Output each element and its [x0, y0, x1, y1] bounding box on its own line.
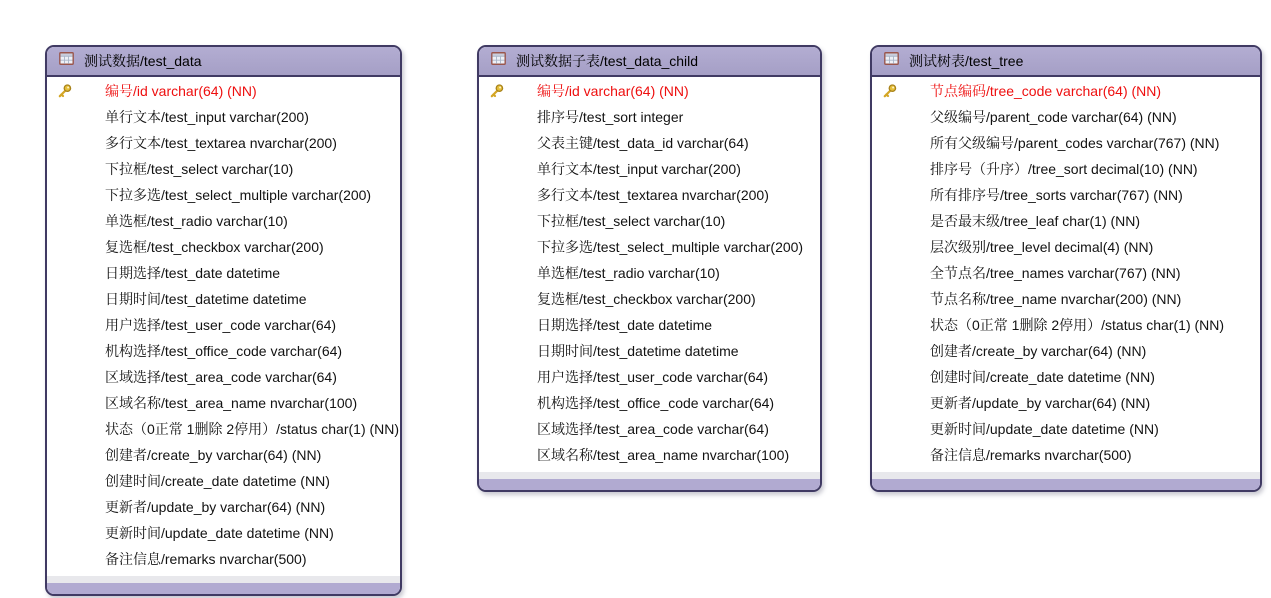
key-icon-slot [872, 135, 930, 152]
field-label: 复选框/test_checkbox varchar(200) [105, 239, 324, 255]
field-label: 编号/id varchar(64) (NN) [537, 83, 689, 99]
field-label: 日期时间/test_datetime datetime [537, 343, 739, 359]
key-icon-slot [47, 161, 105, 178]
table-card-test-data [45, 45, 402, 596]
table-field-row [872, 390, 1260, 416]
field-label: 区域选择/test_area_code varchar(64) [105, 369, 337, 385]
table-field-row [479, 338, 820, 364]
primary-key-icon [488, 83, 505, 100]
table-title: 测试数据子表/test_data_child [516, 53, 699, 69]
table-field-row [872, 78, 1260, 104]
table-field-row [872, 442, 1260, 468]
field-label: 用户选择/test_user_code varchar(64) [105, 317, 337, 333]
field-label: 创建者/create_by varchar(64) (NN) [105, 447, 322, 463]
field-label: 更新时间/update_date datetime (NN) [105, 525, 334, 541]
key-icon-slot [872, 395, 930, 412]
field-label: 复选框/test_checkbox varchar(200) [537, 291, 756, 307]
field-label: 排序号（升序）/tree_sort decimal(10) (NN) [930, 161, 1198, 177]
table-field-row [47, 182, 400, 208]
table-field-row [47, 442, 400, 468]
field-label: 更新者/update_by varchar(64) (NN) [930, 395, 1151, 411]
field-list [47, 77, 400, 572]
table-field-row [872, 312, 1260, 338]
key-icon-slot [47, 551, 105, 568]
table-field-row [479, 234, 820, 260]
field-label: 父表主键/test_data_id varchar(64) [537, 135, 749, 151]
key-icon-slot [47, 109, 105, 126]
table-field-row [479, 286, 820, 312]
table-field-row [479, 312, 820, 338]
field-label: 备注信息/remarks nvarchar(500) [105, 551, 307, 567]
field-label: 创建时间/create_date datetime (NN) [930, 369, 1155, 385]
field-label: 节点编码/tree_code varchar(64) (NN) [930, 83, 1162, 99]
table-field-row [47, 468, 400, 494]
key-icon-slot [479, 447, 537, 464]
field-label: 更新者/update_by varchar(64) (NN) [105, 499, 326, 515]
table-header [479, 47, 820, 77]
table-field-row [872, 260, 1260, 286]
field-label: 多行文本/test_textarea nvarchar(200) [537, 187, 769, 203]
table-field-row [47, 416, 400, 442]
footer-strip [872, 472, 1260, 479]
table-field-row [479, 260, 820, 286]
field-label: 父级编号/parent_code varchar(64) (NN) [930, 109, 1177, 125]
key-icon-slot [479, 421, 537, 438]
key-icon-slot [47, 473, 105, 490]
table-field-row [479, 130, 820, 156]
footer-strip [47, 576, 400, 583]
key-icon-slot [872, 291, 930, 308]
key-icon-slot [872, 187, 930, 204]
table-field-row [47, 130, 400, 156]
key-icon-slot [479, 135, 537, 152]
field-label: 排序号/test_sort integer [537, 109, 684, 125]
footer-bar [479, 479, 820, 490]
table-icon [491, 52, 506, 70]
field-label: 所有父级编号/parent_codes varchar(767) (NN) [930, 135, 1220, 151]
field-label: 日期时间/test_datetime datetime [105, 291, 307, 307]
key-icon-slot [479, 239, 537, 256]
table-card-test-data-child [477, 45, 822, 492]
field-label: 单选框/test_radio varchar(10) [105, 213, 288, 229]
key-icon-slot [47, 317, 105, 334]
table-field-row [47, 260, 400, 286]
field-label: 下拉框/test_select varchar(10) [537, 213, 726, 229]
key-icon-slot [47, 525, 105, 542]
key-icon-slot [479, 343, 537, 360]
key-icon-slot [47, 369, 105, 386]
key-icon-slot [479, 395, 537, 412]
field-label: 创建者/create_by varchar(64) (NN) [930, 343, 1147, 359]
field-label: 日期选择/test_date datetime [105, 265, 281, 281]
field-label: 区域名称/test_area_name nvarchar(100) [105, 395, 358, 411]
table-field-row [872, 208, 1260, 234]
key-icon-slot [479, 161, 537, 178]
table-field-row [479, 182, 820, 208]
table-field-row [479, 390, 820, 416]
key-icon-slot [479, 187, 537, 204]
footer-bar [47, 583, 400, 594]
field-label: 编号/id varchar(64) (NN) [105, 83, 257, 99]
field-label: 机构选择/test_office_code varchar(64) [105, 343, 343, 359]
key-icon-slot [872, 239, 930, 256]
table-field-row [47, 390, 400, 416]
field-label: 状态（0正常 1删除 2停用）/status char(1) (NN) [105, 421, 400, 437]
key-icon-slot [872, 421, 930, 438]
field-label: 是否最末级/tree_leaf char(1) (NN) [930, 213, 1141, 229]
field-list [479, 77, 820, 468]
table-field-row [872, 130, 1260, 156]
field-label: 多行文本/test_textarea nvarchar(200) [105, 135, 337, 151]
table-title: 测试数据/test_data [84, 53, 202, 69]
field-label: 机构选择/test_office_code varchar(64) [537, 395, 775, 411]
table-field-row [479, 104, 820, 130]
key-icon-slot [47, 447, 105, 464]
table-field-row [47, 494, 400, 520]
table-icon [59, 52, 74, 70]
table-field-row [47, 104, 400, 130]
key-icon-slot [47, 291, 105, 308]
field-label: 下拉多选/test_select_multiple varchar(200) [105, 187, 372, 203]
table-footer [47, 576, 400, 594]
table-field-row [479, 364, 820, 390]
table-field-row [47, 234, 400, 260]
field-label: 单行文本/test_input varchar(200) [105, 109, 309, 125]
key-icon-slot [872, 369, 930, 386]
table-header [47, 47, 400, 77]
footer-strip [479, 472, 820, 479]
key-icon-slot [872, 83, 930, 100]
table-field-row [47, 546, 400, 572]
key-icon-slot [47, 213, 105, 230]
table-field-row [47, 156, 400, 182]
field-label: 区域选择/test_area_code varchar(64) [537, 421, 769, 437]
field-label: 全节点名/tree_names varchar(767) (NN) [930, 265, 1181, 281]
table-field-row [872, 104, 1260, 130]
field-label: 所有排序号/tree_sorts varchar(767) (NN) [930, 187, 1183, 203]
key-icon-slot [872, 447, 930, 464]
table-field-row [479, 78, 820, 104]
table-field-row [47, 520, 400, 546]
table-footer [872, 472, 1260, 490]
table-field-row [47, 364, 400, 390]
key-icon-slot [872, 213, 930, 230]
primary-key-icon [56, 83, 73, 100]
field-label: 下拉多选/test_select_multiple varchar(200) [537, 239, 804, 255]
key-icon-slot [872, 265, 930, 282]
table-field-row [872, 286, 1260, 312]
key-icon-slot [47, 135, 105, 152]
key-icon-slot [47, 395, 105, 412]
table-footer [479, 472, 820, 490]
key-icon-slot [47, 83, 105, 100]
table-field-row [47, 208, 400, 234]
table-card-test-tree [870, 45, 1262, 492]
table-field-row [47, 286, 400, 312]
key-icon-slot [47, 499, 105, 516]
field-label: 备注信息/remarks nvarchar(500) [930, 447, 1132, 463]
field-label: 下拉框/test_select varchar(10) [105, 161, 294, 177]
key-icon-slot [479, 369, 537, 386]
table-field-row [479, 416, 820, 442]
key-icon-slot [479, 213, 537, 230]
table-field-row [479, 442, 820, 468]
field-label: 单行文本/test_input varchar(200) [537, 161, 741, 177]
table-field-row [872, 416, 1260, 442]
key-icon-slot [872, 343, 930, 360]
key-icon-slot [479, 109, 537, 126]
table-field-row [872, 156, 1260, 182]
key-icon-slot [872, 317, 930, 334]
table-icon [884, 52, 899, 70]
field-label: 层次级别/tree_level decimal(4) (NN) [930, 239, 1154, 255]
key-icon-slot [479, 291, 537, 308]
key-icon-slot [47, 187, 105, 204]
table-field-row [47, 338, 400, 364]
table-field-row [47, 78, 400, 104]
field-label: 创建时间/create_date datetime (NN) [105, 473, 330, 489]
key-icon-slot [479, 317, 537, 334]
field-list [872, 77, 1260, 468]
field-label: 日期选择/test_date datetime [537, 317, 713, 333]
field-label: 节点名称/tree_name nvarchar(200) (NN) [930, 291, 1182, 307]
field-label: 状态（0正常 1删除 2停用）/status char(1) (NN) [930, 317, 1225, 333]
field-label: 用户选择/test_user_code varchar(64) [537, 369, 769, 385]
table-field-row [479, 156, 820, 182]
table-field-row [872, 364, 1260, 390]
field-label: 单选框/test_radio varchar(10) [537, 265, 720, 281]
table-header [872, 47, 1260, 77]
key-icon-slot [47, 343, 105, 360]
primary-key-icon [881, 83, 898, 100]
table-field-row [47, 312, 400, 338]
key-icon-slot [872, 109, 930, 126]
key-icon-slot [47, 265, 105, 282]
field-label: 更新时间/update_date datetime (NN) [930, 421, 1159, 437]
table-field-row [479, 208, 820, 234]
table-title: 测试树表/test_tree [909, 53, 1024, 69]
key-icon-slot [872, 161, 930, 178]
key-icon-slot [47, 421, 105, 438]
table-field-row [872, 338, 1260, 364]
table-field-row [872, 182, 1260, 208]
key-icon-slot [47, 239, 105, 256]
table-field-row [872, 234, 1260, 260]
footer-bar [872, 479, 1260, 490]
key-icon-slot [479, 83, 537, 100]
field-label: 区域名称/test_area_name nvarchar(100) [537, 447, 790, 463]
key-icon-slot [479, 265, 537, 282]
